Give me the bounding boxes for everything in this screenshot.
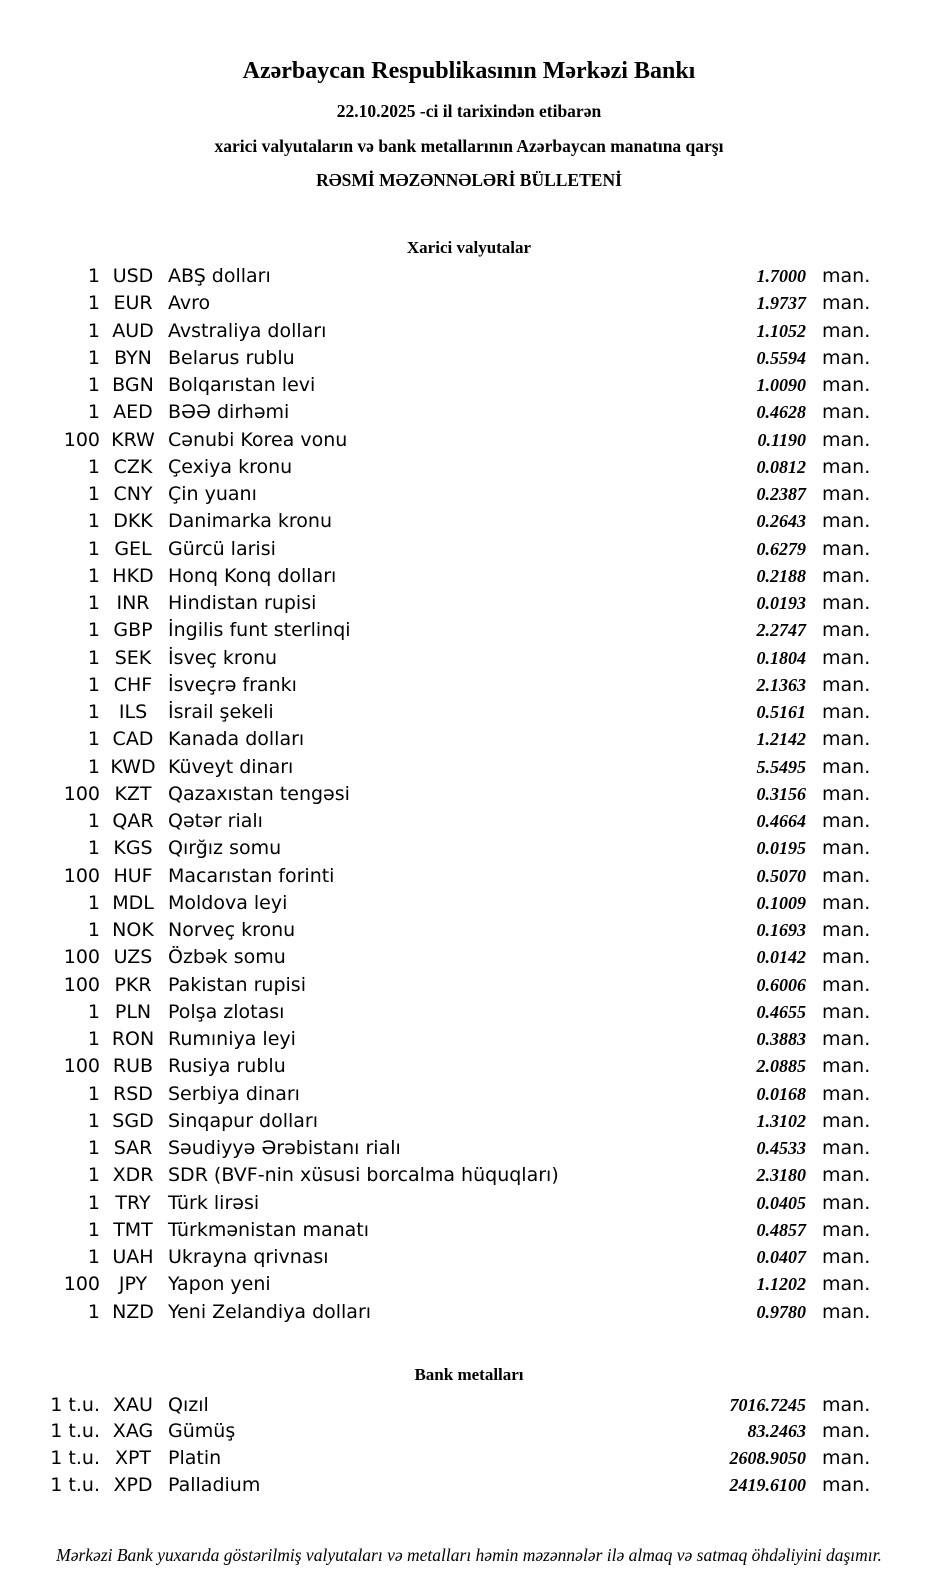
currency-name: Türk lirəsi bbox=[168, 1191, 260, 1214]
currency-name: Hindistan rupisi bbox=[168, 592, 317, 614]
currency-code: KZT bbox=[114, 782, 152, 805]
row-quantity: 1 t.u. bbox=[50, 1420, 100, 1443]
currency-name: Rusiya rublu bbox=[168, 1055, 286, 1078]
rate-value: 0.6006 bbox=[756, 974, 806, 995]
unit-label: man. bbox=[822, 864, 871, 887]
currency-name: Çin yuanı bbox=[168, 483, 257, 505]
currency-name: Platin bbox=[168, 1446, 222, 1469]
currency-code: RON bbox=[111, 1028, 155, 1050]
table-row bbox=[0, 1162, 871, 1189]
currency-code: NOK bbox=[112, 919, 154, 941]
currency-code: CHF bbox=[113, 673, 153, 696]
currency-code: TMT bbox=[113, 1218, 153, 1241]
unit-label: man. bbox=[822, 837, 871, 860]
bulletin-title: RƏSMİ MƏZƏNNƏLƏRİ BÜLLETENİ bbox=[316, 170, 622, 190]
rate-value: 0.5594 bbox=[756, 347, 806, 368]
currency-name: İsveç kronu bbox=[168, 646, 278, 669]
rate-value: 0.2188 bbox=[756, 565, 806, 586]
currency-name: Avro bbox=[168, 292, 211, 315]
unit-label: man. bbox=[822, 646, 871, 669]
currency-code: CAD bbox=[112, 728, 154, 751]
unit-label: man. bbox=[822, 755, 871, 778]
rate-value: 0.0407 bbox=[756, 1247, 806, 1267]
rate-value: 0.0812 bbox=[756, 456, 806, 477]
currency-name: Serbiya dinarı bbox=[168, 1082, 300, 1105]
row-quantity: 100 bbox=[63, 782, 100, 805]
unit-label: man. bbox=[822, 292, 871, 315]
currency-name: Yapon yeni bbox=[168, 1273, 271, 1296]
currency-name: Avstraliya dolları bbox=[168, 319, 327, 342]
currency-code: SGD bbox=[112, 1109, 154, 1132]
unit-label: man. bbox=[822, 973, 871, 996]
currency-code: KGS bbox=[113, 837, 153, 860]
currency-name: Pakistan rupisi bbox=[168, 973, 306, 996]
rate-value: 0.1804 bbox=[756, 647, 806, 668]
rate-value: 1.7000 bbox=[756, 266, 806, 286]
table-row bbox=[0, 454, 871, 481]
rate-value: 2.2747 bbox=[756, 620, 806, 641]
unit-label: man. bbox=[822, 728, 871, 751]
rate-value: 0.4857 bbox=[756, 1219, 806, 1240]
row-quantity: 1 bbox=[87, 292, 100, 315]
rate-value: 1.2142 bbox=[756, 729, 806, 750]
unit-label: man. bbox=[822, 1082, 871, 1105]
row-quantity: 1 t.u. bbox=[50, 1473, 100, 1496]
currency-name: Türkmənistan manatı bbox=[168, 1218, 370, 1241]
currency-name: BƏƏ dirhəmi bbox=[168, 401, 290, 424]
rate-value: 0.4533 bbox=[756, 1138, 806, 1158]
unit-label: man. bbox=[822, 782, 871, 805]
row-quantity: 1 bbox=[87, 646, 100, 669]
currency-name: SDR (BVF-nin xüsusi borcalma hüquqları) bbox=[168, 1164, 559, 1187]
currency-name: Moldova leyi bbox=[168, 891, 288, 914]
rate-value: 0.0405 bbox=[756, 1192, 806, 1213]
currency-name: Rumıniya leyi bbox=[168, 1028, 296, 1050]
table-row bbox=[0, 345, 871, 372]
row-quantity: 1 bbox=[87, 1109, 100, 1132]
table-row bbox=[0, 563, 871, 590]
currency-code: JPY bbox=[118, 1273, 148, 1296]
metals-table bbox=[0, 1392, 938, 1498]
currency-code: AUD bbox=[112, 319, 154, 342]
row-quantity: 1 bbox=[87, 1000, 100, 1023]
currency-name: Qazaxıstan tengəsi bbox=[168, 782, 350, 805]
unit-label: man. bbox=[822, 891, 871, 914]
row-quantity: 100 bbox=[63, 1273, 100, 1296]
row-quantity: 1 bbox=[87, 483, 100, 505]
table-row bbox=[0, 399, 871, 426]
currency-code: GEL bbox=[114, 537, 152, 560]
rate-value: 2.1363 bbox=[756, 674, 806, 695]
table-row bbox=[0, 645, 871, 672]
currency-code: MDL bbox=[112, 891, 154, 914]
rate-value: 0.2387 bbox=[756, 484, 806, 504]
table-row bbox=[0, 617, 871, 644]
rate-value: 0.6279 bbox=[756, 538, 806, 559]
currency-name: Palladium bbox=[168, 1473, 261, 1496]
table-row bbox=[0, 999, 871, 1026]
currency-code: CNY bbox=[113, 483, 153, 505]
currency-name: Çexiya kronu bbox=[168, 455, 293, 478]
rate-value: 0.0168 bbox=[756, 1083, 806, 1104]
currency-code: CZK bbox=[113, 455, 153, 478]
row-quantity: 1 bbox=[87, 728, 100, 751]
rate-value: 2.0885 bbox=[756, 1056, 806, 1077]
rate-value: 0.3883 bbox=[756, 1029, 806, 1049]
rate-value: 1.1202 bbox=[756, 1274, 806, 1295]
currency-name: Küveyt dinarı bbox=[168, 755, 294, 778]
table-row bbox=[0, 1244, 871, 1271]
rate-value: 0.4628 bbox=[756, 402, 806, 423]
rate-value: 0.0195 bbox=[756, 838, 806, 859]
rate-value: 0.2643 bbox=[756, 511, 806, 532]
unit-label: man. bbox=[822, 701, 871, 723]
table-row bbox=[0, 917, 871, 944]
row-quantity: 1 bbox=[87, 265, 100, 287]
currency-code: TRY bbox=[115, 1191, 151, 1214]
row-quantity: 1 bbox=[87, 810, 100, 832]
unit-label: man. bbox=[822, 592, 871, 614]
currency-name: Səudiyyə Ərəbistanı rialı bbox=[168, 1137, 401, 1159]
unit-label: man. bbox=[822, 1055, 871, 1078]
row-quantity: 1 bbox=[87, 374, 100, 396]
currency-code: HUF bbox=[113, 864, 153, 887]
currency-name: Yeni Zelandiya dolları bbox=[168, 1300, 372, 1323]
unit-label: man. bbox=[822, 619, 871, 642]
rate-value: 0.1009 bbox=[756, 892, 806, 913]
currency-code: BYN bbox=[114, 346, 152, 369]
unit-label: man. bbox=[822, 673, 871, 696]
currency-name: Ukrayna qrivnası bbox=[168, 1246, 329, 1268]
rate-value: 0.1693 bbox=[756, 920, 806, 940]
table-row bbox=[0, 1190, 871, 1217]
table-row bbox=[0, 1271, 871, 1298]
table-row bbox=[0, 1392, 871, 1419]
row-quantity: 1 bbox=[87, 1164, 100, 1187]
unit-label: man. bbox=[822, 1246, 871, 1268]
unit-label: man. bbox=[822, 1164, 871, 1187]
currencies-table bbox=[0, 263, 938, 1326]
row-quantity: 1 bbox=[87, 673, 100, 696]
row-quantity: 1 bbox=[87, 401, 100, 424]
rate-value: 0.5161 bbox=[756, 702, 806, 722]
unit-label: man. bbox=[822, 401, 871, 424]
rate-value: 0.4664 bbox=[756, 811, 806, 831]
currency-code: SAR bbox=[113, 1137, 153, 1159]
table-row bbox=[0, 863, 871, 890]
rate-value: 83.2463 bbox=[747, 1421, 806, 1442]
currency-code: PKR bbox=[114, 973, 152, 996]
table-row bbox=[0, 590, 871, 617]
table-row bbox=[0, 290, 871, 317]
unit-label: man. bbox=[822, 1137, 871, 1159]
currency-name: Danimarka kronu bbox=[168, 510, 333, 533]
table-row bbox=[0, 427, 871, 454]
unit-label: man. bbox=[822, 1000, 871, 1023]
unit-label: man. bbox=[822, 919, 871, 941]
row-quantity: 1 bbox=[87, 564, 100, 587]
table-row bbox=[0, 944, 871, 971]
currency-code: BGN bbox=[112, 374, 154, 396]
row-quantity: 1 bbox=[87, 1137, 100, 1159]
table-row bbox=[0, 835, 871, 862]
table-row bbox=[0, 890, 871, 917]
currency-name: Bolqarıstan levi bbox=[168, 374, 316, 396]
table-row bbox=[0, 726, 871, 753]
currency-name: İsveçrə frankı bbox=[168, 673, 297, 696]
rate-value: 2419.6100 bbox=[729, 1474, 806, 1495]
rate-value: 1.9737 bbox=[756, 293, 806, 314]
row-quantity: 100 bbox=[63, 428, 100, 451]
currency-name: Norveç kronu bbox=[168, 919, 296, 941]
table-row bbox=[0, 263, 871, 290]
table-row bbox=[0, 1053, 871, 1080]
table-row bbox=[0, 972, 871, 999]
currency-code: XDR bbox=[112, 1164, 154, 1187]
unit-label: man. bbox=[822, 537, 871, 560]
currency-name: Gürcü larisi bbox=[168, 537, 276, 560]
rate-value: 0.0142 bbox=[756, 947, 806, 968]
bulletin-body bbox=[0, 237, 938, 1498]
rate-value: 5.5495 bbox=[756, 756, 806, 777]
currency-code: QAR bbox=[112, 810, 154, 832]
row-quantity: 1 bbox=[87, 1028, 100, 1050]
currency-code: HKD bbox=[112, 564, 154, 587]
row-quantity: 1 bbox=[87, 510, 100, 533]
currency-code: INR bbox=[116, 592, 150, 614]
currency-code: GBP bbox=[113, 619, 153, 642]
effective-date-line: 22.10.2025 -ci il tarixindən etibarən bbox=[336, 101, 602, 121]
rate-value: 1.1052 bbox=[756, 320, 806, 341]
table-row bbox=[0, 481, 871, 508]
unit-label: man. bbox=[822, 1393, 871, 1416]
unit-label: man. bbox=[822, 346, 871, 369]
unit-label: man. bbox=[822, 455, 871, 478]
unit-label: man. bbox=[822, 483, 871, 505]
row-quantity: 1 bbox=[87, 1246, 100, 1268]
row-quantity: 1 bbox=[87, 919, 100, 941]
currency-code: PLN bbox=[114, 1000, 152, 1023]
row-quantity: 1 bbox=[87, 455, 100, 478]
unit-label: man. bbox=[822, 810, 871, 832]
unit-label: man. bbox=[822, 374, 871, 396]
currencies-section-title: Xarici valyutalar bbox=[406, 238, 532, 257]
rate-value: 0.0193 bbox=[756, 593, 806, 613]
table-row bbox=[0, 1445, 871, 1472]
unit-label: man. bbox=[822, 428, 871, 451]
currency-name: Qətər rialı bbox=[168, 810, 263, 832]
currency-code: DKK bbox=[113, 510, 153, 533]
currency-name: İngilis funt sterlinqi bbox=[168, 619, 351, 642]
currency-code: KRW bbox=[111, 428, 155, 451]
row-quantity: 1 bbox=[87, 319, 100, 342]
row-quantity: 1 bbox=[87, 1191, 100, 1214]
row-quantity: 1 bbox=[87, 1300, 100, 1323]
currency-name: Sinqapur dolları bbox=[168, 1109, 319, 1132]
row-quantity: 1 bbox=[87, 619, 100, 642]
currency-code: USD bbox=[112, 265, 154, 287]
rate-value: 0.1190 bbox=[757, 429, 806, 450]
row-quantity: 1 bbox=[87, 755, 100, 778]
currency-name: Gümüş bbox=[168, 1420, 236, 1443]
unit-label: man. bbox=[822, 1446, 871, 1469]
currency-code: XPT bbox=[114, 1446, 152, 1469]
rate-value: 0.5070 bbox=[756, 865, 806, 886]
unit-label: man. bbox=[822, 319, 871, 342]
row-quantity: 100 bbox=[63, 946, 100, 969]
rate-value: 1.3102 bbox=[756, 1110, 806, 1131]
unit-label: man. bbox=[822, 1028, 871, 1050]
currency-code: XAU bbox=[113, 1393, 153, 1416]
row-quantity: 1 bbox=[87, 346, 100, 369]
currency-code: KWD bbox=[110, 755, 156, 778]
row-quantity: 100 bbox=[63, 1055, 100, 1078]
bulletin-header bbox=[0, 0, 938, 191]
table-row bbox=[0, 1135, 871, 1162]
table-row bbox=[0, 372, 871, 399]
currency-code: NZD bbox=[112, 1300, 154, 1323]
currency-name: Macarıstan forinti bbox=[168, 864, 335, 887]
currency-code: AED bbox=[113, 401, 153, 424]
row-quantity: 1 bbox=[87, 592, 100, 614]
unit-label: man. bbox=[822, 265, 871, 287]
currency-code: XPD bbox=[113, 1473, 153, 1496]
table-row bbox=[0, 1081, 871, 1108]
bulletin-subtitle: xarici valyutaların və bank metallarının Azərbaycan manatına qarşı bbox=[214, 136, 724, 156]
currency-name: ABŞ dolları bbox=[168, 265, 271, 287]
currency-name: Özbək somu bbox=[168, 946, 286, 969]
unit-label: man. bbox=[822, 1300, 871, 1323]
table-row bbox=[0, 781, 871, 808]
unit-label: man. bbox=[822, 1191, 871, 1214]
table-row bbox=[0, 1217, 871, 1244]
currency-name: Belarus rublu bbox=[168, 346, 295, 369]
currency-code: XAG bbox=[112, 1420, 154, 1443]
currency-code: UAH bbox=[112, 1246, 154, 1268]
rate-value: 0.4655 bbox=[756, 1001, 806, 1022]
rate-value: 7016.7245 bbox=[729, 1394, 806, 1415]
rate-value: 2608.9050 bbox=[729, 1447, 806, 1468]
currency-name: Qızıl bbox=[168, 1393, 209, 1416]
table-row bbox=[0, 1418, 871, 1445]
currency-code: EUR bbox=[113, 292, 153, 315]
rate-value: 1.0090 bbox=[756, 375, 806, 395]
row-quantity: 1 bbox=[87, 891, 100, 914]
unit-label: man. bbox=[822, 1420, 871, 1443]
currency-code: ILS bbox=[118, 701, 148, 723]
row-quantity: 1 bbox=[87, 701, 100, 723]
row-quantity: 1 bbox=[87, 1082, 100, 1105]
unit-label: man. bbox=[822, 510, 871, 533]
table-row bbox=[0, 1299, 871, 1326]
table-row bbox=[0, 318, 871, 345]
row-quantity: 1 t.u. bbox=[50, 1393, 100, 1416]
rate-value: 0.3156 bbox=[756, 783, 806, 804]
row-quantity: 1 bbox=[87, 837, 100, 860]
row-quantity: 1 bbox=[87, 537, 100, 560]
row-quantity: 100 bbox=[63, 973, 100, 996]
unit-label: man. bbox=[822, 1109, 871, 1132]
table-row bbox=[0, 1472, 871, 1499]
table-row bbox=[0, 699, 871, 726]
table-row bbox=[0, 508, 871, 535]
rate-value: 0.9780 bbox=[756, 1301, 806, 1322]
table-row bbox=[0, 808, 871, 835]
currency-code: UZS bbox=[113, 946, 153, 969]
currency-name: Honq Konq dolları bbox=[168, 564, 337, 587]
row-quantity: 1 t.u. bbox=[50, 1446, 100, 1469]
currency-name: İsrail şekeli bbox=[168, 701, 274, 723]
unit-label: man. bbox=[822, 946, 871, 969]
table-row bbox=[0, 1026, 871, 1053]
table-row bbox=[0, 672, 871, 699]
unit-label: man. bbox=[822, 1473, 871, 1496]
currency-code: RUB bbox=[112, 1055, 154, 1078]
currency-name: Cənubi Korea vonu bbox=[168, 428, 348, 451]
row-quantity: 1 bbox=[87, 1218, 100, 1241]
row-quantity: 100 bbox=[63, 864, 100, 887]
rate-value: 2.3180 bbox=[756, 1165, 806, 1186]
table-row bbox=[0, 1108, 871, 1135]
bank-name-title: Azərbaycan Respublikasının Mərkəzi Bankı bbox=[242, 58, 696, 84]
table-row bbox=[0, 536, 871, 563]
currency-name: Polşa zlotası bbox=[168, 1000, 285, 1023]
currency-name: Qırğız somu bbox=[168, 837, 282, 860]
currency-code: RSD bbox=[113, 1082, 153, 1105]
unit-label: man. bbox=[822, 564, 871, 587]
currency-code: SEK bbox=[114, 646, 152, 669]
unit-label: man. bbox=[822, 1273, 871, 1296]
obligation-disclaimer-note: Mərkəzi Bank yuxarıda göstərilmiş valyutaları və metalları həmin məzənnələr ilə almaq və satmaq öhdəliyini daşımır. bbox=[56, 1545, 882, 1565]
table-row bbox=[0, 754, 871, 781]
currency-name: Kanada dolları bbox=[168, 728, 305, 751]
metals-section-title: Bank metalları bbox=[414, 1364, 524, 1384]
unit-label: man. bbox=[822, 1218, 871, 1241]
